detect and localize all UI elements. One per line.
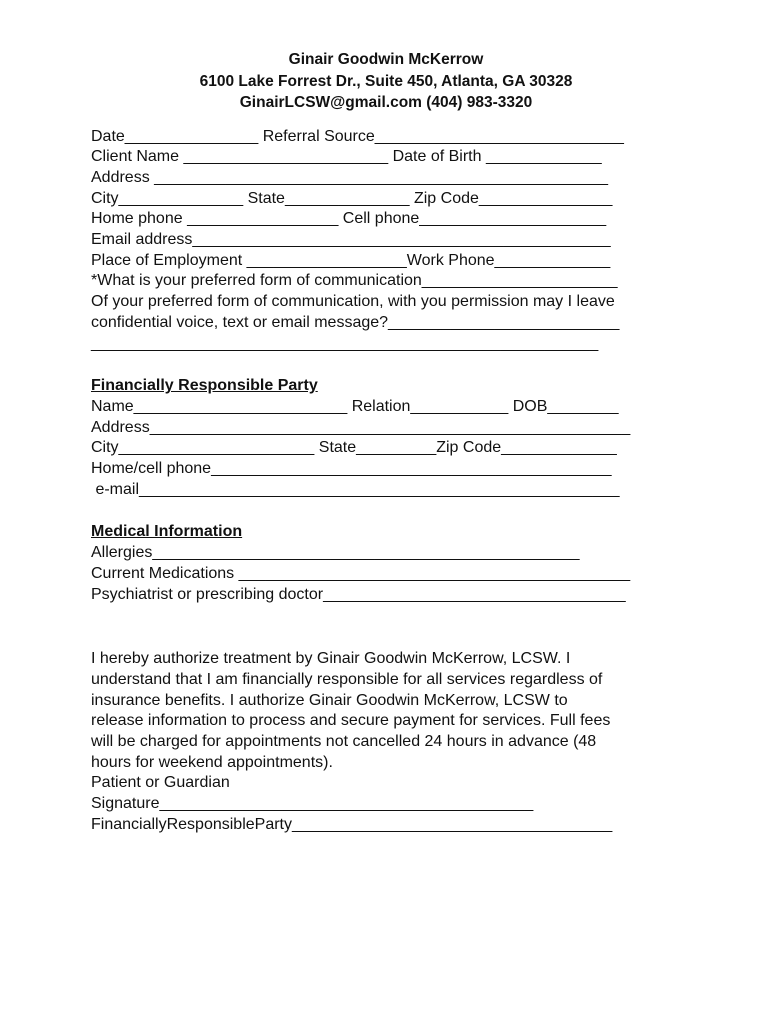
fin-address-line[interactable]: Address______________________________________________________ — [91, 418, 631, 436]
signature-line[interactable]: Signature__________________________________________ — [91, 795, 534, 813]
address-line[interactable]: Address ___________________________________________________ — [91, 168, 608, 186]
authorization-text-6: hours for weekend appointments). — [91, 753, 333, 771]
provider-contact: GinairLCSW@gmail.com (404) 983-3320 — [239, 94, 533, 111]
authorization-text-3: insurance benefits. I authorize Ginair Goodwin McKerrow, LCSW to — [91, 691, 568, 709]
communication-line[interactable]: *What is your preferred form of communication______________________ — [91, 272, 618, 290]
authorization-text-1: I hereby authorize treatment by Ginair Goodwin McKerrow, LCSW. I — [91, 650, 571, 668]
permission-extra-line[interactable]: _________________________________________________________ — [91, 334, 599, 352]
provider-address: 6100 Lake Forrest Dr., Suite 450, Atlanta, GA 30328 — [199, 72, 573, 90]
fin-name-relation-dob-line[interactable]: Name________________________ Relation___________ DOB________ — [91, 397, 619, 415]
fin-email-line[interactable]: e-mail______________________________________________________ — [91, 480, 620, 498]
psychiatrist-line[interactable]: Psychiatrist or prescribing doctor__________________________________ — [91, 585, 626, 603]
medications-line[interactable]: Current Medications ____________________________________________ — [91, 564, 631, 582]
authorization-section — [91, 649, 691, 835]
provider-name: Ginair Goodwin McKerrow — [288, 51, 484, 68]
client-name-dob-line[interactable]: Client Name _______________________ Date of Birth _____________ — [91, 148, 602, 166]
financial-section-title: Financially Responsible Party — [91, 377, 318, 395]
employment-line[interactable]: Place of Employment __________________Work Phone_____________ — [91, 251, 611, 269]
permission-line[interactable]: confidential voice, text or email message?__________________________ — [91, 313, 620, 331]
intake-form — [91, 49, 691, 836]
financial-section — [91, 376, 691, 500]
medical-section — [91, 522, 691, 605]
financially-responsible-signature-line[interactable]: FinanciallyResponsibleParty____________________________________ — [91, 815, 613, 833]
client-section — [91, 127, 691, 355]
date-referral-line[interactable]: Date_______________ Referral Source____________________________ — [91, 127, 624, 145]
medical-section-title: Medical Information — [91, 523, 243, 541]
city-state-zip-line[interactable]: City______________ State______________ Zip Code_______________ — [91, 189, 613, 207]
email-line[interactable]: Email address_______________________________________________ — [91, 231, 611, 249]
allergies-line[interactable]: Allergies________________________________________________ — [91, 544, 580, 562]
form-header — [91, 49, 681, 114]
authorization-text-5: will be charged for appointments not cancelled 24 hours in advance (48 — [91, 733, 597, 751]
fin-city-state-zip-line[interactable]: City______________________ State_________Zip Code_____________ — [91, 439, 617, 457]
fin-phone-line[interactable]: Home/cell phone_____________________________________________ — [91, 460, 612, 478]
patient-guardian-label: Patient or Guardian — [91, 774, 230, 792]
authorization-text-2: understand that I am financially responsible for all services regardless of — [91, 670, 603, 688]
authorization-text-4: release information to process and secure payment for services. Full fees — [91, 712, 611, 730]
home-cell-phone-line[interactable]: Home phone _________________ Cell phone_____________________ — [91, 210, 607, 228]
permission-text: Of your preferred form of communication, with you permission may I leave — [91, 293, 615, 311]
